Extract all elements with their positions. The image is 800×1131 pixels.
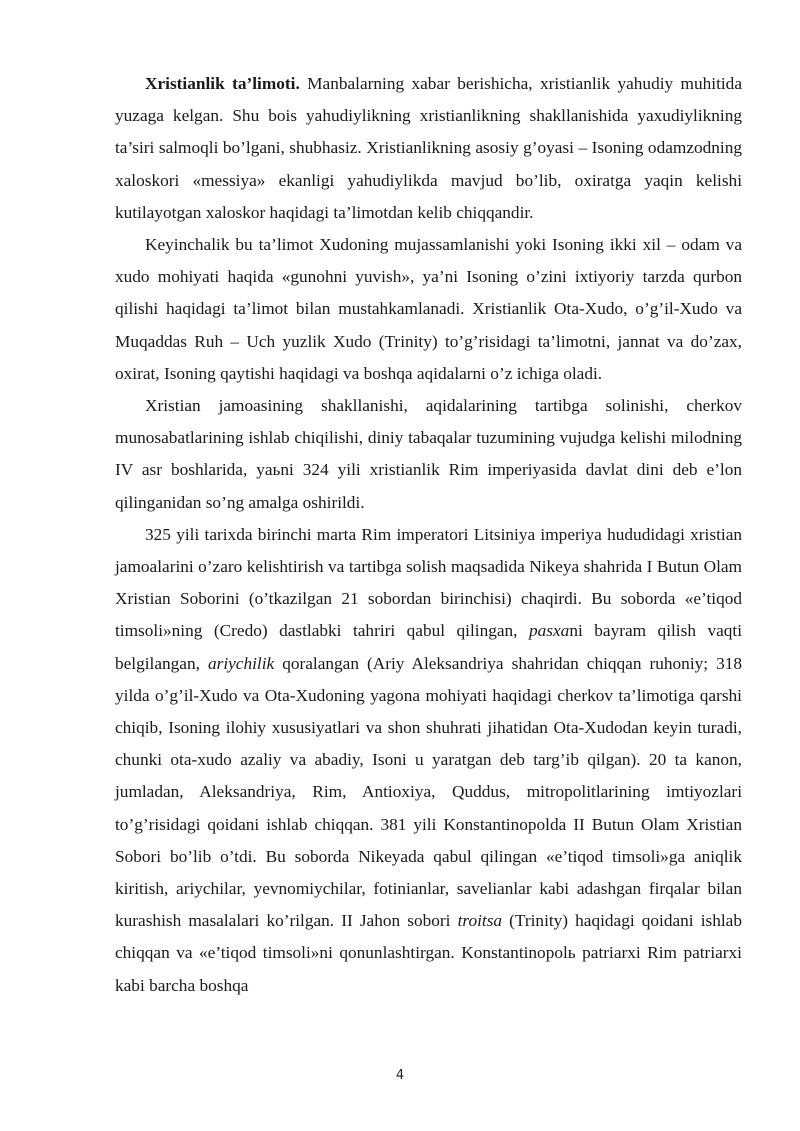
paragraph-text: Manbalarning xabar berishicha, xristianlik yahudiy muhitida yuzaga kelgan. Shu bois yahudiylikning xristianlikning shakllanishida yaxudiylikning ta’siri salmoqli bo’lgani, shubhasiz. Xristianlikning asosiy g’oyasi – Isoning odamzodning xaloskori «messiya» ekanligi yahudiylikda mavjud bo’lib, oxiratga yaqin kelishi kutilayotgan xaloskor haqidagi ta’limotdan kelib chiqqandir. <box>115 74 742 222</box>
italic-term-pasxa: pasxa <box>529 621 570 641</box>
paragraph-text: ni bayram qilish vaqti belgilangan, <box>115 621 743 673</box>
paragraph-text: (Trinity) haqidagi qoidani ishlab chiqqan va «e’tiqod timsoli»ni qonunlashtirgan. Konstantinopolь patriarxi Rim patriarxi kabi barcha boshqa <box>115 911 742 995</box>
paragraph-text: Keyinchalik bu ta’limot Xudoning mujassamlanishi yoki Isoning ikki xil – odam va xudo mohiyati haqida «gunohni yuvish», ya’ni Isoning o’zini ixtiyoriy tarzda qurbon qilishi haqidagi ta’limot bilan mustahkamlanadi. Xristianlik Ota-Xudo, o’g’il-Xudo va Muqaddas Ruh – Uch yuzlik Xudo (Trinity) to’g’risidagi ta’limotni, jannat va do’zax, oxirat, Isoning qaytishi haqidagi va boshqa aqidalarni o’z ichiga oladi. <box>115 235 742 383</box>
paragraph-councils <box>115 519 742 1002</box>
paragraph-text: 325 yili tarixda birinchi marta Rim imperatori Litsiniya imperiya hududidagi xristian jamoalarini o’zaro kelishtirish va tartibga solish maqsadida Nikeya shahrida I Butun Olam Xristian Soborini (o’tkazilgan 21 sobordan birinchisi) chaqirdi. Bu soborda «e’tiqod timsoli»ning (Credo) dastlabki tahriri qabul qilingan, <box>115 524 742 641</box>
paragraph-text: Xristian jamoasining shakllanishi, aqidalarining tartibga solinishi, cherkov munosabatlarining ishlab chiqilishi, diniy tabaqalar tuzumining vujudga kelishi milodning IV asr boshlarida, yaьni 324 yili xristianlik Rim imperiyasida davlat dini deb e’lon qilinganidan so’ng amalga oshirildi. <box>115 396 742 512</box>
paragraph-christianity-doctrine <box>115 68 742 229</box>
page-body <box>115 68 742 1002</box>
italic-term-ariychilik: ariychilik <box>207 653 275 673</box>
paragraph-community-formation <box>115 390 742 519</box>
paragraph-trinity <box>115 229 742 390</box>
page-number: 4 <box>395 1068 405 1083</box>
paragraph-text: qoralangan (Ariy Aleksandriya shahridan chiqqan ruhoniy; 318 yilda o’g’il-Xudo va Ota-Xudoning yagona mohiyati haqidagi cherkov ta’limotiga qarshi chiqib, Isoning ilohiy xususiyatlari va shon shuhrati jihatidan Ota-Xudodan keyin turadi, chunki ota-xudo azaliy va abadiy, Isoni u yaratgan deb targ’ib qilgan). 20 ta kanon, jumladan, Aleksandriya, Rim, Antioxiya, Quddus, mitropolitlarining imtiyozlari to’g’risidagi qoidani ishlab chiqqan. 381 yili Konstantinopolda II Butun Olam Xristian Sobori bo’lib o’tdi. Bu soborda Nikeyada qabul qilingan «e’tiqod timsoli»ga aniqlik kiritish, ariychilar, yevnomiychilar, fotinianlar, savelianlar kabi adashgan firqalar bilan kurashish masalalari ko’rilgan. II Jahon sobori <box>115 653 742 931</box>
section-title: Xristianlik ta’limoti. <box>145 74 300 93</box>
italic-term-troitsa: troitsa <box>457 911 503 931</box>
